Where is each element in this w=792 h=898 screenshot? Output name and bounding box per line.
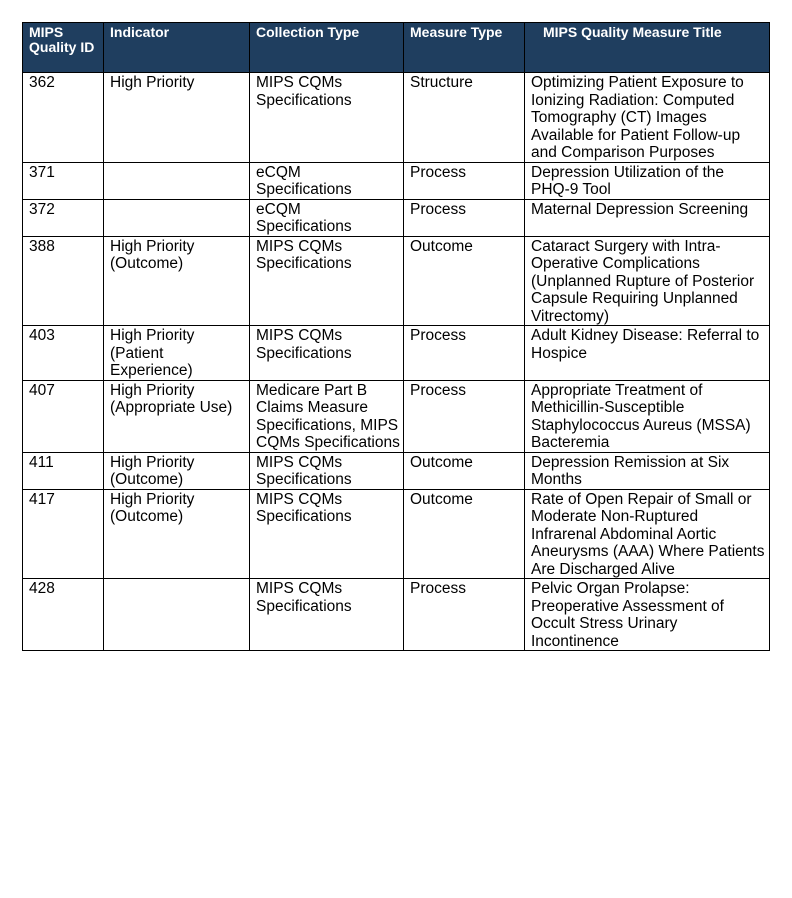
cell-quality-id: 388 bbox=[23, 236, 104, 326]
table-row bbox=[23, 489, 770, 579]
cell-indicator: High Priority bbox=[104, 73, 250, 163]
cell-collection-type: MIPS CQMs Specifications bbox=[250, 236, 404, 326]
cell-quality-id: 372 bbox=[23, 199, 104, 236]
table-row bbox=[23, 452, 770, 489]
table-header bbox=[23, 23, 770, 73]
cell-indicator bbox=[104, 579, 250, 651]
cell-measure-title: Depression Utilization of the PHQ-9 Tool bbox=[525, 162, 770, 199]
cell-quality-id: 411 bbox=[23, 452, 104, 489]
table-row bbox=[23, 199, 770, 236]
table-row bbox=[23, 380, 770, 452]
cell-collection-type: MIPS CQMs Specifications bbox=[250, 489, 404, 579]
header-collection-type: Collection Type bbox=[250, 23, 404, 73]
cell-measure-type: Process bbox=[404, 380, 525, 452]
cell-collection-type: eCQM Specifications bbox=[250, 199, 404, 236]
table-row bbox=[23, 162, 770, 199]
cell-measure-type: Structure bbox=[404, 73, 525, 163]
cell-indicator bbox=[104, 199, 250, 236]
mips-measures-table bbox=[22, 22, 770, 651]
cell-indicator: High Priority (Patient Experience) bbox=[104, 326, 250, 381]
cell-collection-type: Medicare Part B Claims Measure Specifications, MIPS CQMs Specifications bbox=[250, 380, 404, 452]
cell-measure-type: Outcome bbox=[404, 489, 525, 579]
cell-measure-title: Pelvic Organ Prolapse: Preoperative Assessment of Occult Stress Urinary Incontinence bbox=[525, 579, 770, 651]
table-row bbox=[23, 236, 770, 326]
cell-measure-title: Optimizing Patient Exposure to Ionizing Radiation: Computed Tomography (CT) Images Available for Patient Follow-up and Comparison Purposes bbox=[525, 73, 770, 163]
header-measure-type: Measure Type bbox=[404, 23, 525, 73]
cell-indicator: High Priority (Outcome) bbox=[104, 236, 250, 326]
table-row bbox=[23, 579, 770, 651]
cell-collection-type: eCQM Specifications bbox=[250, 162, 404, 199]
cell-collection-type: MIPS CQMs Specifications bbox=[250, 452, 404, 489]
header-mips-quality-id: MIPS Quality ID bbox=[23, 23, 104, 73]
header-row bbox=[23, 23, 770, 73]
cell-measure-title: Appropriate Treatment of Methicillin-Susceptible Staphylococcus Aureus (MSSA) Bacteremia bbox=[525, 380, 770, 452]
cell-quality-id: 428 bbox=[23, 579, 104, 651]
table-body bbox=[23, 73, 770, 651]
cell-measure-type: Outcome bbox=[404, 452, 525, 489]
cell-measure-title: Depression Remission at Six Months bbox=[525, 452, 770, 489]
cell-measure-title: Cataract Surgery with Intra-Operative Complications (Unplanned Rupture of Posterior Capsule Requiring Unplanned Vitrectomy) bbox=[525, 236, 770, 326]
cell-quality-id: 371 bbox=[23, 162, 104, 199]
table-row bbox=[23, 73, 770, 163]
cell-measure-title: Rate of Open Repair of Small or Moderate Non-Ruptured Infrarenal Abdominal Aortic Aneurysms (AAA) Where Patients Are Discharged Alive bbox=[525, 489, 770, 579]
cell-indicator bbox=[104, 162, 250, 199]
cell-collection-type: MIPS CQMs Specifications bbox=[250, 326, 404, 381]
cell-quality-id: 403 bbox=[23, 326, 104, 381]
cell-collection-type: MIPS CQMs Specifications bbox=[250, 579, 404, 651]
cell-measure-type: Process bbox=[404, 162, 525, 199]
cell-indicator: High Priority (Outcome) bbox=[104, 489, 250, 579]
header-indicator: Indicator bbox=[104, 23, 250, 73]
cell-quality-id: 417 bbox=[23, 489, 104, 579]
header-measure-title: MIPS Quality Measure Title bbox=[525, 23, 770, 73]
cell-measure-type: Process bbox=[404, 326, 525, 381]
cell-measure-type: Outcome bbox=[404, 236, 525, 326]
cell-indicator: High Priority (Outcome) bbox=[104, 452, 250, 489]
cell-collection-type: MIPS CQMs Specifications bbox=[250, 73, 404, 163]
cell-measure-type: Process bbox=[404, 199, 525, 236]
table-row bbox=[23, 326, 770, 381]
cell-indicator: High Priority (Appropriate Use) bbox=[104, 380, 250, 452]
cell-quality-id: 407 bbox=[23, 380, 104, 452]
cell-measure-type: Process bbox=[404, 579, 525, 651]
cell-measure-title: Adult Kidney Disease: Referral to Hospice bbox=[525, 326, 770, 381]
cell-quality-id: 362 bbox=[23, 73, 104, 163]
cell-measure-title: Maternal Depression Screening bbox=[525, 199, 770, 236]
